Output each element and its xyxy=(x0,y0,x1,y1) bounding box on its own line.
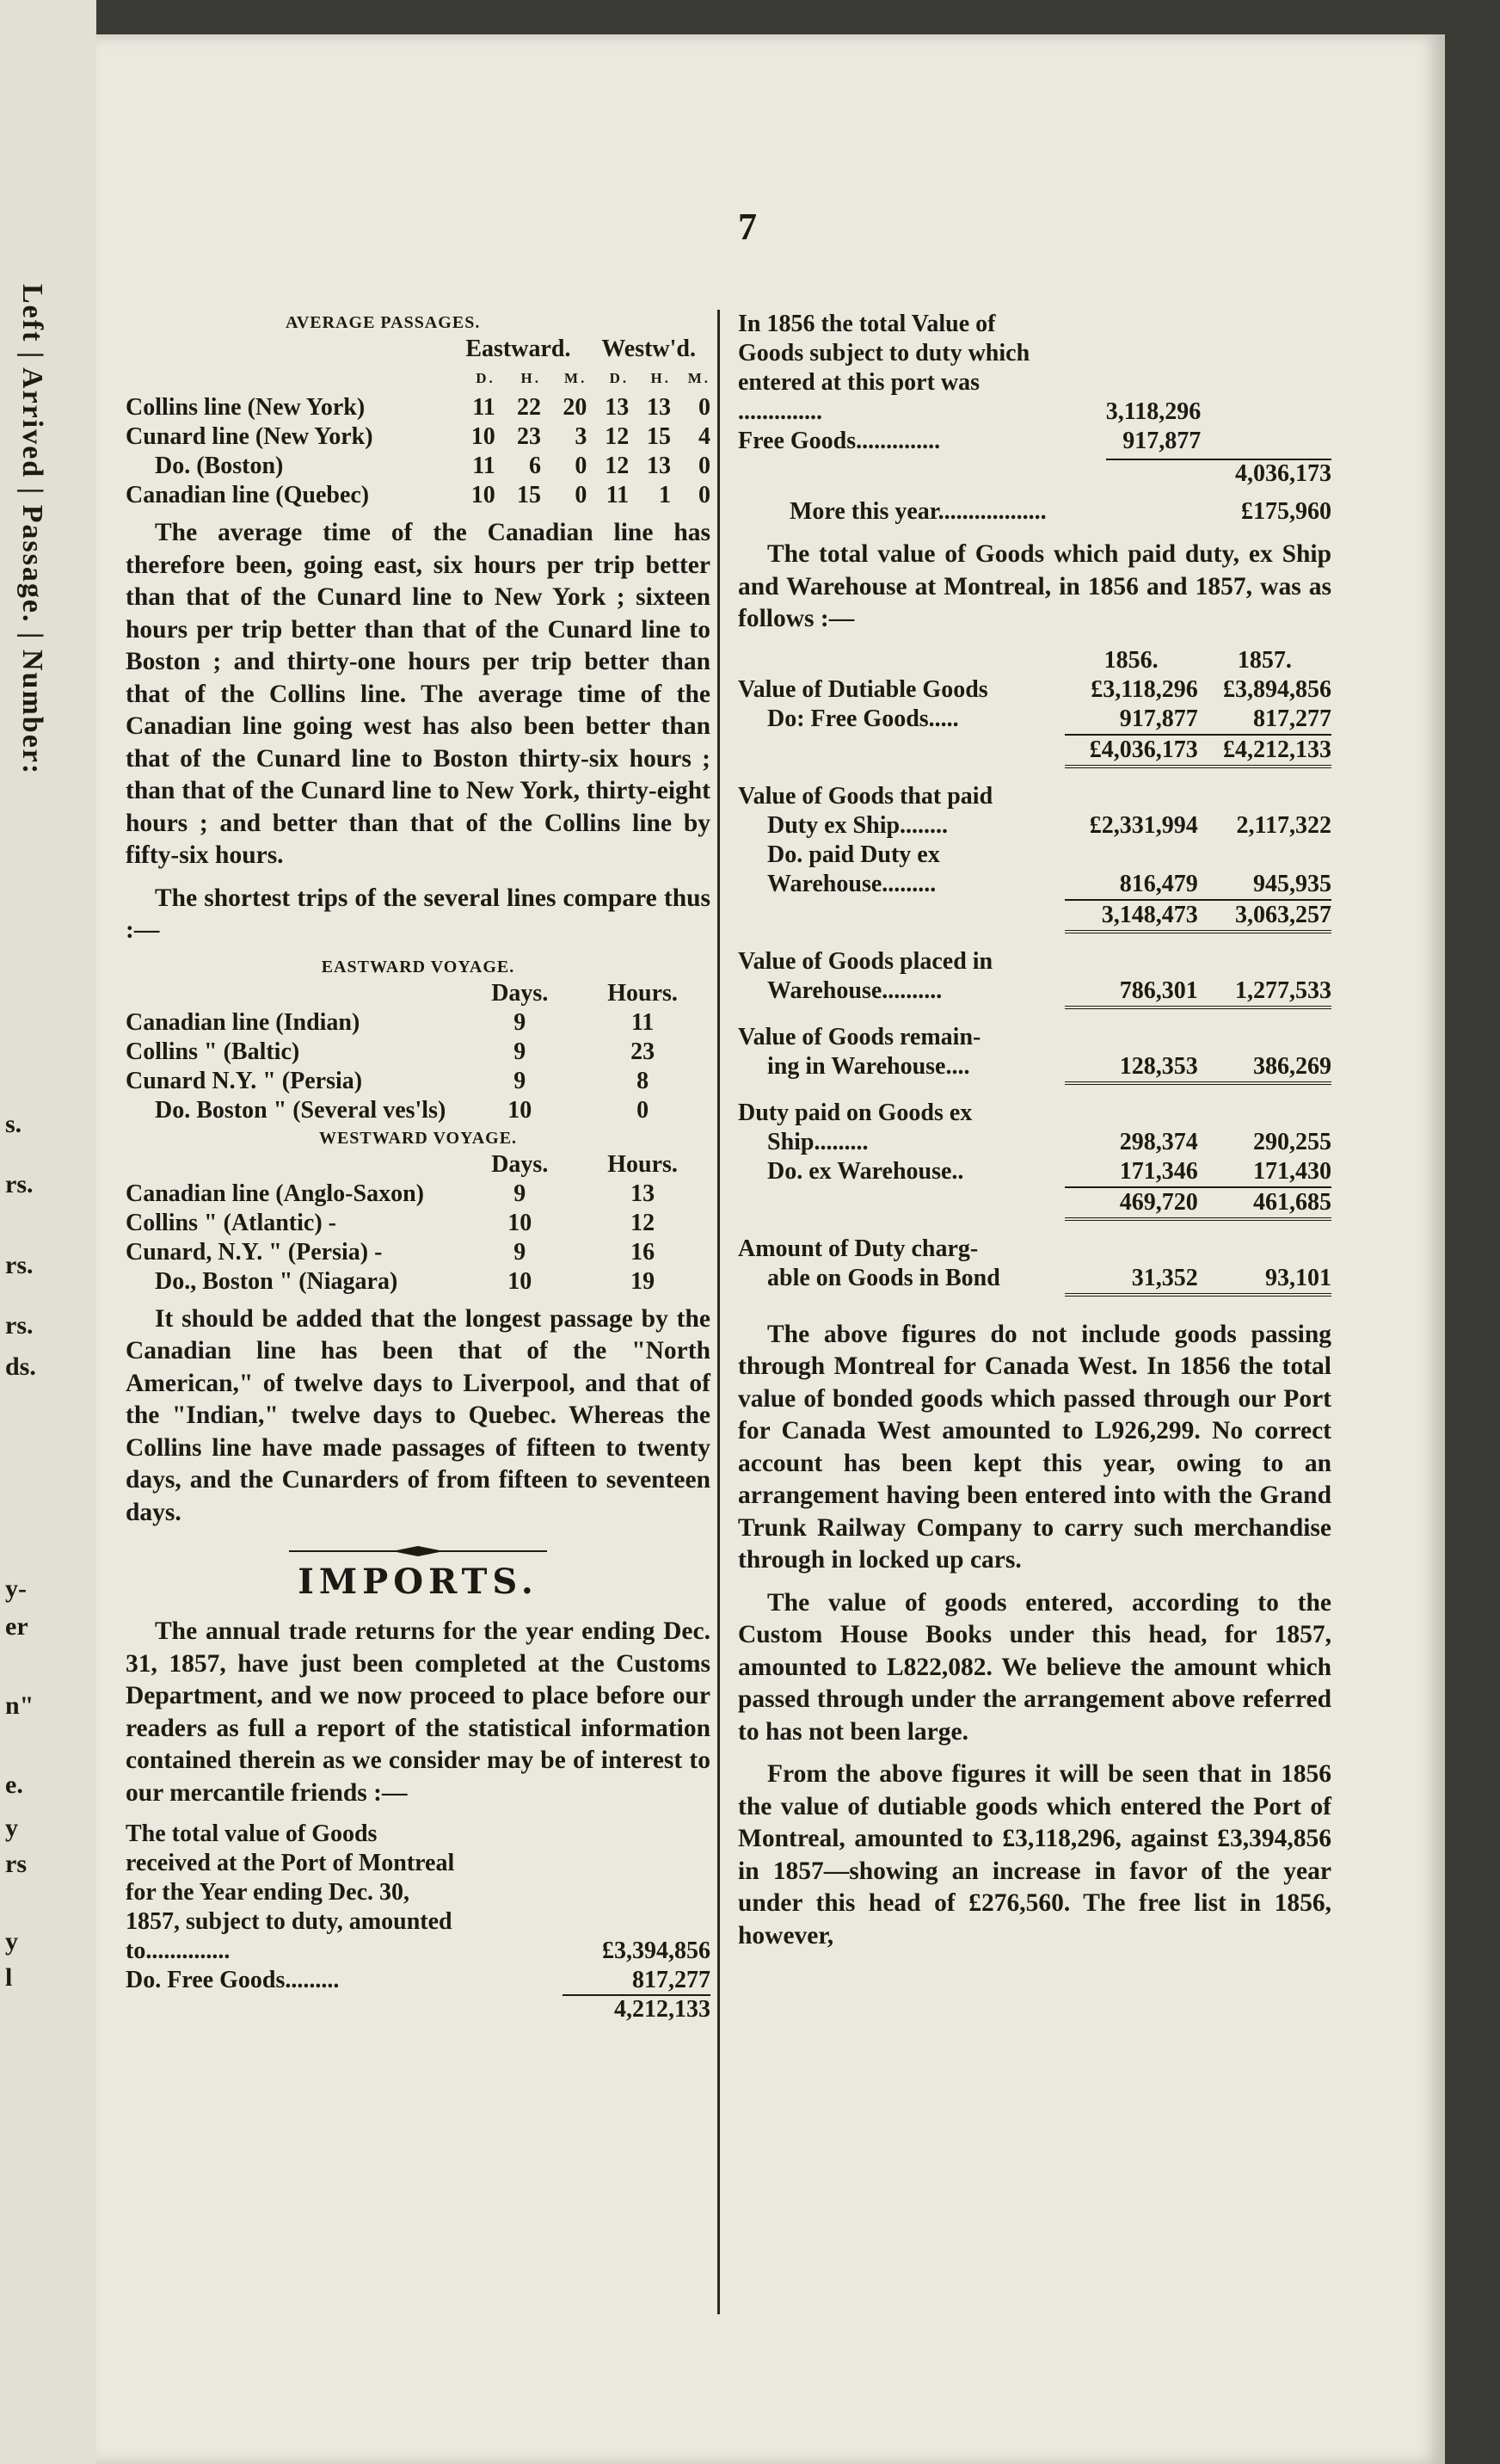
unit-label: H. xyxy=(650,370,672,386)
col-head-eastward: Eastward. xyxy=(465,336,571,362)
total-cell: £4,212,133 xyxy=(1198,735,1331,767)
row-label: able on Goods in Bond xyxy=(767,1264,1000,1291)
cell: 12 xyxy=(605,423,630,450)
cell: £3,394,856 xyxy=(602,1937,710,1964)
paragraph: The total value of Goods which paid duty, ex Ship and Warehouse at Montreal, in 1856 and 1857, was as follows :— xyxy=(738,540,1331,632)
cell: 0 xyxy=(575,453,587,479)
cell: 10 xyxy=(470,423,495,450)
cell: 945,935 xyxy=(1198,870,1331,900)
cell: 0 xyxy=(636,1096,649,1124)
page-number: 7 xyxy=(738,206,757,248)
total-cell: 469,720 xyxy=(1065,1187,1198,1219)
line-name: Do., Boston " (Niagara) xyxy=(155,1267,398,1295)
table-row xyxy=(738,705,1331,735)
table-row xyxy=(738,782,1331,811)
table-row xyxy=(738,1264,1331,1295)
adjacent-fragment: rs xyxy=(5,1850,27,1878)
average-passages-table xyxy=(126,335,710,510)
cell: 0 xyxy=(575,482,587,508)
adjacent-fragment: y- xyxy=(5,1574,27,1603)
row-label: Warehouse.......... xyxy=(767,976,943,1004)
cell: 8 xyxy=(636,1067,649,1094)
row-label: Do. Free Goods......... xyxy=(126,1967,340,1993)
cell: 20 xyxy=(562,394,587,421)
row-label: Amount of Duty charg- xyxy=(738,1235,979,1262)
adjacent-page-rotated-header: Left | Arrived | Passage. | Number: xyxy=(16,284,48,776)
row-label: Duty paid on Goods ex xyxy=(738,1099,973,1126)
column-divider xyxy=(717,310,720,2314)
paragraph: The shortest trips of the several lines compare thus :— xyxy=(126,884,710,944)
adjacent-fragment: er xyxy=(5,1612,28,1641)
cell: £3,118,296 xyxy=(1091,675,1198,703)
cell: 93,101 xyxy=(1198,1264,1331,1295)
cell: 23 xyxy=(630,1038,655,1065)
table-row xyxy=(126,1267,710,1297)
westward-voyage-table xyxy=(126,1150,710,1297)
col-head-hours: Hours. xyxy=(607,979,678,1007)
cell: 9 xyxy=(513,1038,526,1065)
line-name: Canadian line (Indian) xyxy=(126,1008,360,1036)
cell: 11 xyxy=(472,394,495,421)
line-name: Canadian line (Quebec) xyxy=(126,482,370,508)
row-label: Do: Free Goods..... xyxy=(767,705,959,732)
duty-statement-table xyxy=(738,646,1331,1297)
paragraph: It should be added that the longest passage by the Canadian line has been that of the "North American," of twelve days to Liverpool, and that of the "Indian," twelve days to Quebec. Whereas the Collins line have made passages of fifteen to twenty days, and the Cunarders of from fifteen to seventeen days. xyxy=(126,1304,710,1526)
cell: 1,277,533 xyxy=(1198,976,1331,1007)
col-head-1857: 1857. xyxy=(1237,646,1292,674)
col-head-hours: Hours. xyxy=(607,1150,678,1178)
cell: £175,960 xyxy=(1241,498,1331,525)
cell: 11 xyxy=(630,1008,655,1036)
paragraph: From the above figures it will be seen that in 1856 the value of dutiable goods which entered the Port of Montreal, amounted to £3,118,296, against £3,394,856 in 1857—showing an increase in favor of the year under this head of £276,560. The free list in 1856, however, xyxy=(738,1760,1331,1950)
eastward-voyage-table xyxy=(126,979,710,1125)
table-row xyxy=(126,1995,710,2024)
decorative-rule-ornament xyxy=(289,1544,547,1558)
average-passages-heading: AVERAGE PASSAGES. xyxy=(286,313,481,332)
cell: 917,877 xyxy=(1122,428,1202,454)
cell: 816,479 xyxy=(1065,870,1198,900)
cell: 15 xyxy=(647,423,672,450)
adjacent-fragment: rs. xyxy=(5,1170,34,1198)
table-row xyxy=(126,481,710,510)
row-label: ing in Warehouse.... xyxy=(767,1052,970,1080)
line-name: Cunard line (New York) xyxy=(126,423,373,450)
line-name: Cunard N.Y. " (Persia) xyxy=(126,1067,363,1094)
cell: 9 xyxy=(513,1180,526,1207)
table-row xyxy=(738,870,1331,900)
table-row xyxy=(738,811,1331,841)
table-row xyxy=(738,900,1331,932)
cell: £2,331,994 xyxy=(1089,811,1198,839)
cell: 12 xyxy=(630,1209,655,1236)
table-row xyxy=(738,675,1331,705)
table-row xyxy=(738,310,1331,427)
cell: 13 xyxy=(630,1180,655,1207)
cell: 171,430 xyxy=(1198,1157,1331,1187)
cell: 6 xyxy=(529,453,542,479)
cell: 386,269 xyxy=(1198,1052,1331,1083)
cell: 817,277 xyxy=(1198,705,1331,735)
table-row xyxy=(126,393,710,422)
cell: 10 xyxy=(507,1209,532,1236)
adjacent-fragment: e. xyxy=(5,1771,23,1799)
imports-title: IMPORTS. xyxy=(298,1562,538,1602)
table-row xyxy=(738,1128,1331,1157)
line-name: Cunard, N.Y. " (Persia) - xyxy=(126,1238,383,1266)
row-label: The total value of Goods received at the Port of Montreal for the Year ending Dec. 30, 1857, subject to duty, amounted to.............. xyxy=(126,1820,455,1964)
total-cell: 3,063,257 xyxy=(1198,900,1331,932)
table-row xyxy=(738,489,1331,527)
row-label: Free Goods.............. xyxy=(738,428,941,454)
total-cell: £4,036,173 xyxy=(1065,735,1198,767)
cell: 31,352 xyxy=(1065,1264,1198,1295)
cell: 2,117,322 xyxy=(1236,811,1331,839)
line-name: Collins " (Baltic) xyxy=(126,1038,300,1065)
unit-label: D. xyxy=(476,370,495,386)
cell: 12 xyxy=(605,453,630,479)
cell: 298,374 xyxy=(1119,1128,1198,1155)
line-name: Do. (Boston) xyxy=(155,453,284,479)
table-row xyxy=(126,1966,710,1995)
cell: £3,894,856 xyxy=(1223,675,1331,703)
cell: 817,277 xyxy=(632,1967,710,1993)
row-label: Do. ex Warehouse.. xyxy=(767,1157,964,1185)
adjacent-fragment: l xyxy=(5,1963,13,1992)
row-label: Do. paid Duty ex xyxy=(767,841,940,868)
eastward-voyage-heading: EASTWARD VOYAGE. xyxy=(321,957,515,976)
unit-label: M. xyxy=(687,370,710,386)
table-row xyxy=(126,422,710,452)
table-row xyxy=(126,1209,710,1238)
cell: 128,353 xyxy=(1065,1052,1198,1083)
total-cell: 3,148,473 xyxy=(1065,900,1198,932)
cell: 3,118,296 xyxy=(1105,398,1202,425)
cell: 13 xyxy=(605,394,630,421)
table-row xyxy=(126,452,710,481)
table-row xyxy=(738,1099,1331,1128)
cell: 15 xyxy=(517,482,542,508)
table-row xyxy=(738,1157,1331,1187)
total-cell xyxy=(1047,456,1331,489)
table-row xyxy=(126,1180,710,1209)
table-row xyxy=(738,735,1331,767)
table-row xyxy=(126,1008,710,1038)
westward-voyage-heading: WESTWARD VOYAGE. xyxy=(318,1128,518,1148)
row-label: More this year.................. xyxy=(790,498,1047,525)
row-label: Warehouse......... xyxy=(767,870,937,897)
row-label: Ship......... xyxy=(767,1128,869,1155)
cell: 10 xyxy=(470,482,495,508)
table-row xyxy=(738,456,1331,489)
imports-total-table xyxy=(126,1820,710,2024)
cell: 11 xyxy=(606,482,630,508)
cell: 22 xyxy=(517,394,542,421)
cell: 917,877 xyxy=(1065,705,1198,735)
row-label: Value of Goods placed in xyxy=(738,947,993,975)
cell: 10 xyxy=(507,1267,532,1295)
cell: 13 xyxy=(647,453,672,479)
table-row xyxy=(738,1023,1331,1052)
line-name: Do. Boston " (Several ves'ls) xyxy=(155,1096,446,1124)
line-name: Collins line (New York) xyxy=(126,394,366,421)
table-row xyxy=(738,976,1331,1007)
cell: 4 xyxy=(698,423,710,450)
adjacent-fragment: y xyxy=(5,1927,18,1956)
paragraph: The annual trade returns for the year ending Dec. 31, 1857, have just been completed at the Customs Department, and we now proceed to place before our readers as full a report of the statistical information contained therein as we consider may be of interest to our mercantile friends :— xyxy=(126,1617,710,1807)
table-row xyxy=(738,1235,1331,1264)
cell: 23 xyxy=(517,423,542,450)
line-name: Canadian line (Anglo-Saxon) xyxy=(126,1180,424,1207)
paragraph: The average time of the Canadian line has therefore been, going east, six hours per trip better than that of the Cunard line to New York ; sixteen hours per trip better than that of the Cunard line to Boston ; and thirty-one hours per trip better than that of the Collins line. The average time of the Canadian line going west has also been better than that of the Cunard line to Boston thirty-six hours ; than that of the Cunard line to New York, thirty-eight hours ; and better than that of the Collins line by fifty-six hours. xyxy=(126,519,710,869)
cell: 0 xyxy=(698,453,710,479)
cell: 786,301 xyxy=(1065,976,1198,1007)
cell: 0 xyxy=(698,482,710,508)
adjacent-fragment: y xyxy=(5,1814,18,1842)
row-label: In 1856 the total Value of Goods subject to duty which entered at this port was .............. xyxy=(738,311,1030,425)
cell: 290,255 xyxy=(1253,1128,1331,1155)
row-label: Value of Dutiable Goods xyxy=(738,675,988,703)
cell: 3 xyxy=(575,423,587,450)
table-row xyxy=(126,1096,710,1125)
unit-label: H. xyxy=(520,370,542,386)
cell: 1 xyxy=(659,482,672,508)
col-head-days: Days. xyxy=(491,1150,549,1178)
table-row xyxy=(126,1238,710,1267)
adjacent-fragment: rs. xyxy=(5,1251,34,1279)
cell: 171,346 xyxy=(1065,1157,1198,1187)
cell: 9 xyxy=(513,1067,526,1094)
table-row xyxy=(738,947,1331,976)
paragraph: The above figures do not include goods passing through Montreal for Canada West. In 1856 the total value of bonded goods which passed through our Port for Canada West amounted to L926,299. No correct account has been kept this year, owing to an arrangement having been entered into with the Grand Trunk Railway Company to carry such merchandise through in locked up cars. xyxy=(738,1320,1331,1574)
cell: 9 xyxy=(513,1238,526,1266)
cell: 9 xyxy=(513,1008,526,1036)
adjacent-fragment: n" xyxy=(5,1691,34,1720)
col-head-days: Days. xyxy=(491,979,549,1007)
adjacent-fragment: ds. xyxy=(5,1352,36,1381)
table-row xyxy=(738,841,1331,870)
table-row xyxy=(738,1052,1331,1083)
table-row xyxy=(126,1067,710,1096)
row-label: Duty ex Ship........ xyxy=(767,811,949,839)
left-column xyxy=(126,310,710,2024)
table-row xyxy=(126,1820,710,1966)
cell: 19 xyxy=(630,1267,655,1295)
cell: 16 xyxy=(630,1238,655,1266)
total-value: 4,212,133 xyxy=(562,1994,710,2023)
total-value: 4,036,173 xyxy=(1106,459,1331,487)
unit-label: M. xyxy=(564,370,587,386)
document-page xyxy=(96,34,1445,2464)
cell: 13 xyxy=(647,394,672,421)
cell: 10 xyxy=(507,1096,532,1124)
paragraph: The value of goods entered, according to the Custom House Books under this head, for 1857, amounted to L822,082. We believe the amount which passed through under the arrangement above referred to has not been large. xyxy=(738,1588,1331,1746)
cell: 11 xyxy=(472,453,495,479)
table-row xyxy=(738,1187,1331,1219)
unit-label: D. xyxy=(609,370,630,386)
table-row xyxy=(738,427,1331,456)
total-cell: 461,685 xyxy=(1198,1187,1331,1219)
adjacent-fragment: s. xyxy=(5,1110,22,1138)
table-row xyxy=(126,1038,710,1067)
total-cell xyxy=(464,1995,710,2024)
right-column xyxy=(738,310,1331,1962)
col-head-westward: Westw'd. xyxy=(601,336,697,362)
row-label: Value of Goods remain- xyxy=(738,1023,981,1050)
row-label: Value of Goods that paid xyxy=(738,782,993,810)
cell: 0 xyxy=(698,394,710,421)
col-head-1856: 1856. xyxy=(1103,646,1159,674)
adjacent-page-strip xyxy=(0,0,96,2464)
line-name: Collins " (Atlantic) - xyxy=(126,1209,336,1236)
goods-1856-table xyxy=(738,310,1331,527)
adjacent-fragment: rs. xyxy=(5,1311,34,1340)
